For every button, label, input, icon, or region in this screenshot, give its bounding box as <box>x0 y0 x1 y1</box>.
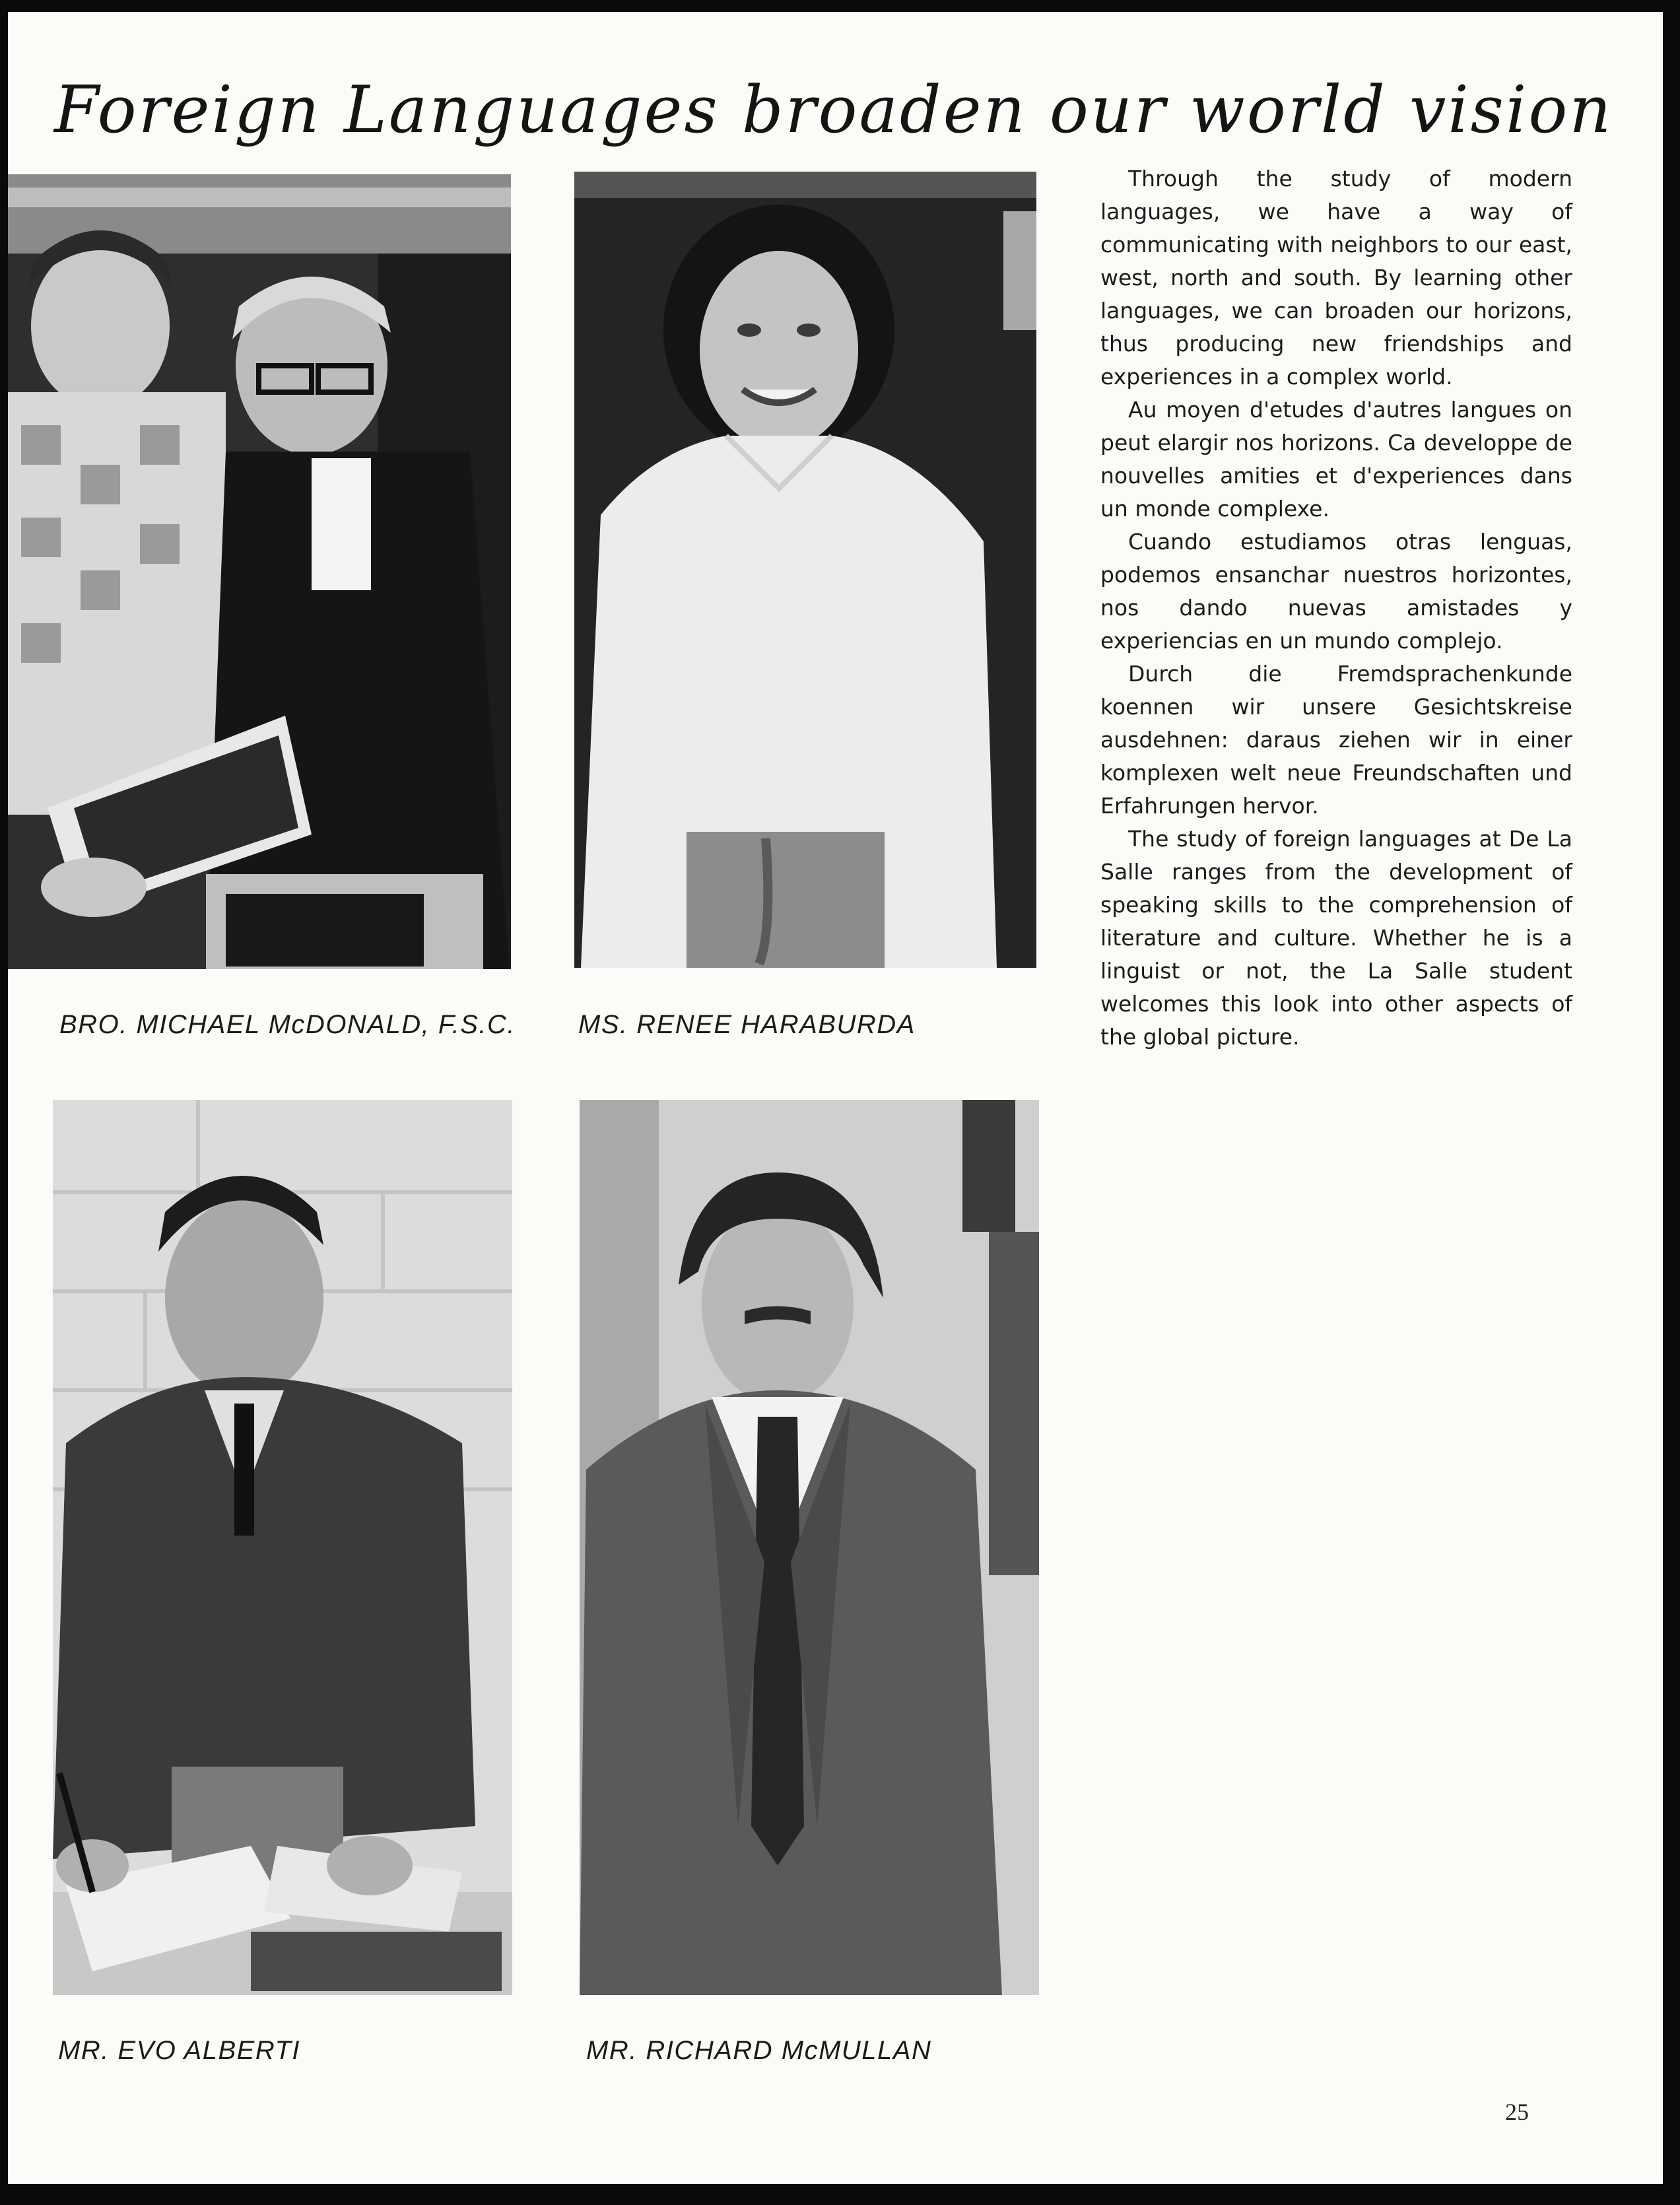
yearbook-page <box>8 12 1663 2184</box>
paragraph-german: Durch die Fremdsprachenkunde koennen wir unsere Gesichtskreise ausdehnen: daraus ziehen wir in einer komplexen welt neue Freundschaften und Erfahrungen hervor. <box>1100 661 1572 819</box>
article-text <box>1100 162 1572 1054</box>
page-title: Foreign Languages broaden our world vision <box>54 73 1613 148</box>
paragraph-closing: The study of foreign languages at De La Salle ranges from the development of speaking skills to the comprehension of literature and culture. Whether he is a linguist or not, the La Salle student welcomes this look into other aspects of the global picture. <box>1100 826 1572 1050</box>
photo-mcmullan <box>580 1100 1039 1995</box>
photo-haraburda <box>574 172 1036 968</box>
paragraph-english: Through the study of modern languages, we have a way of communicating with neighbors to our east, west, north and south. By learning other languages, we can broaden our horizons, thus producing new friendships and experiences in a complex world. <box>1100 166 1572 390</box>
caption-mcmullan: MR. RICHARD McMULLAN <box>586 2036 932 2065</box>
caption-alberti: MR. EVO ALBERTI <box>58 2036 301 2065</box>
page-number: 25 <box>1505 2099 1529 2125</box>
paragraph-spanish: Cuando estudiamos otras lenguas, podemos ensanchar nuestros horizontes, nos dando nuevas amistades y experiencias en un mundo complejo. <box>1100 529 1572 654</box>
photo-alberti <box>53 1100 512 1995</box>
photo-mcdonald <box>8 174 511 969</box>
caption-haraburda: MS. RENEE HARABURDA <box>578 1010 916 1039</box>
paragraph-french: Au moyen d'etudes d'autres langues on peut elargir nos horizons. Ca developpe de nouvelles amities et d'experiences dans un monde complexe. <box>1100 397 1572 522</box>
caption-mcdonald: BRO. MICHAEL McDONALD, F.S.C. <box>59 1010 516 1039</box>
